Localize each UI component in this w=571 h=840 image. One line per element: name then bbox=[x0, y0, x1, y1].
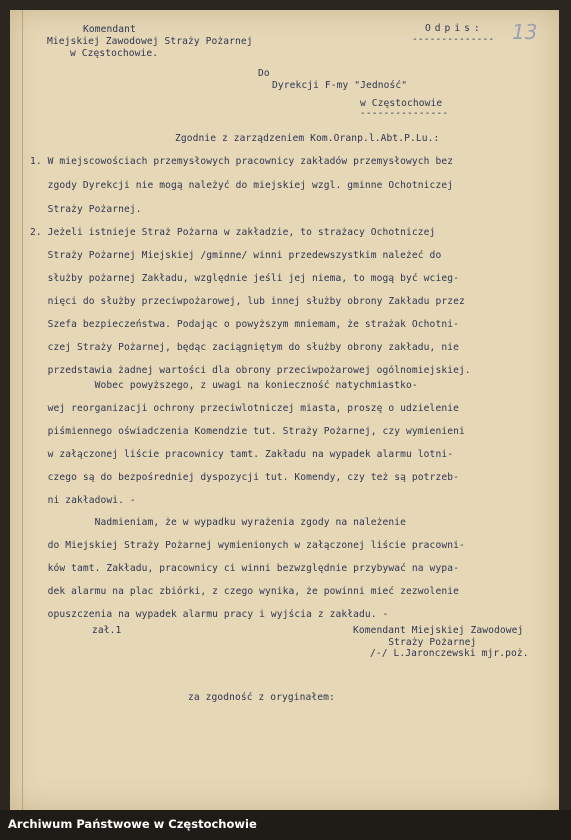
signature-line: /-/ L.Jaronczewski mjr.poż. bbox=[370, 648, 529, 659]
addressee-underline: --------------- bbox=[360, 108, 449, 119]
sender-line-1: Komendant bbox=[83, 24, 136, 35]
page-number: 13 bbox=[512, 20, 538, 44]
attachment-note: zał.1 bbox=[92, 625, 122, 636]
point-1-line: zgody Dyrekcji nie mogą należyć do miejskiej wzgl. gminne Ochotniczej bbox=[30, 180, 454, 191]
point-2-line: 2. Jeżeli istnieje Straż Pożarna w zakładzie, to strażacy Ochotniczej bbox=[30, 227, 436, 238]
paragraph-3-line: w załączonej liście pracownicy tamt. Zakładu na wypadek alarmu lotni- bbox=[30, 449, 454, 460]
paragraph-4-line: ków tamt. Zakładu, pracownicy ci winni bezwzględnie przybywać na wypa- bbox=[30, 563, 459, 574]
archive-footer-bar bbox=[0, 810, 571, 840]
paragraph-3-line: wej reorganizacji ochrony przeciwlotniczej miasta, proszę o udzielenie bbox=[30, 403, 459, 414]
paragraph-4-line: Nadmieniam, że w wypadku wyrażenia zgody na należenie bbox=[30, 517, 407, 528]
point-2-line: Szefa bezpieczeństwa. Podając o powyższym mniemam, że strażak Ochotni- bbox=[30, 319, 459, 330]
signature-line: Komendant Miejskiej Zawodowej bbox=[353, 625, 524, 636]
archive-name: Archiwum Państwowe w Częstochowie bbox=[8, 817, 257, 831]
point-1-line: 1. W miejscowościach przemysłowych pracownicy zakładów przemysłowych bez bbox=[30, 156, 454, 167]
copy-underline: -------------- bbox=[412, 34, 495, 45]
paragraph-3-line: piśmiennego oświadczenia Komendzie tut. Straży Pożarnej, czy wymienieni bbox=[30, 426, 465, 437]
signature-line: Straży Pożarnej bbox=[353, 637, 477, 648]
point-1-line: Straży Pożarnej. bbox=[30, 204, 142, 215]
sender-line-3: w Częstochowie. bbox=[70, 48, 159, 59]
point-2-line: nięci do służby przeciwpożarowej, lub innej służby obrony Zakładu przez bbox=[30, 296, 465, 307]
paragraph-4-line: dek alarmu na plac zbiórki, z czego wynika, że powinni mieć zezwolenie bbox=[30, 586, 459, 597]
point-2-line: służby pożarnej Zakładu, względnie jeśli jej niema, to mogą być wcieg- bbox=[30, 273, 459, 284]
addressee-line-1: Do bbox=[258, 68, 270, 79]
point-2-line: czej Straży Pożarnej, będąc zaciągniętym do służby obrony zakładu, nie bbox=[30, 342, 459, 353]
paragraph-3-line: czego są do bezpośredniej dyspozycji tut. Komendy, czy też są potrzeb- bbox=[30, 472, 459, 483]
addressee-line-2: Dyrekcji F-my "Jedność" bbox=[272, 80, 408, 91]
point-2-line: przedstawia żadnej wartości dla obrony przeciwpożarowej ogólnomiejskiej. bbox=[30, 365, 471, 376]
paragraph-4-line: opuszczenia na wypadek alarmu pracy i wyjścia z zakładu. - bbox=[30, 609, 389, 620]
paragraph-3-line: Wobec powyższego, z uwagi na konieczność natychmiastko- bbox=[30, 380, 418, 391]
paragraph-4-line: do Miejskiej Straży Pożarnej wymienionych w załączonej liście pracowni- bbox=[30, 540, 465, 551]
sender-line-2: Miejskiej Zawodowej Straży Pożarnej bbox=[47, 36, 253, 47]
point-2-line: Straży Pożarnej Miejskiej /gminne/ winni przedewszystkim należeć do bbox=[30, 250, 442, 261]
paper-fold-line bbox=[22, 10, 23, 810]
addressee-line-3: w Częstochowie bbox=[360, 98, 443, 109]
certification-note: za zgodność z oryginałem: bbox=[188, 692, 335, 703]
intro-text: Zgodnie z zarządzeniem Kom.Oranp.l.Abt.P.Lu.: bbox=[175, 133, 440, 144]
copy-label: Odpis: bbox=[425, 23, 484, 34]
paragraph-3-line: ni zakładowi. - bbox=[30, 495, 136, 506]
